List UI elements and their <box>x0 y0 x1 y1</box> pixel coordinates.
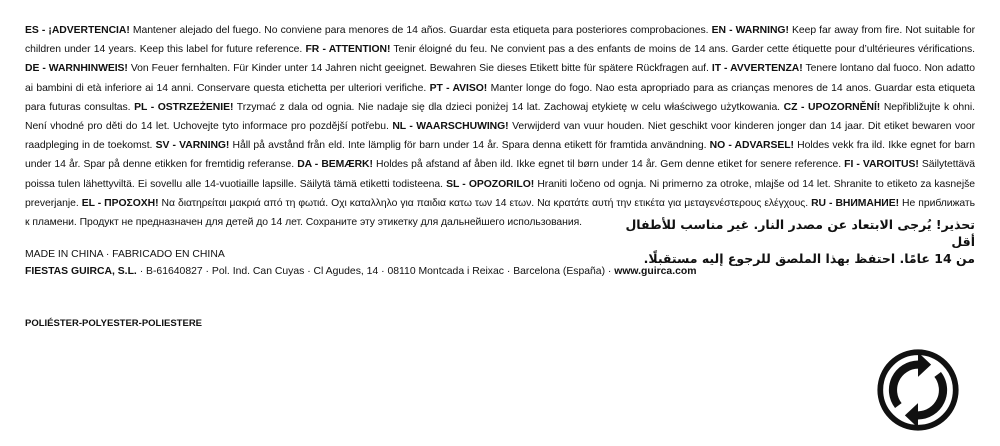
company-address: · B-61640827 · Pol. Ind. Can Cuyas · Cl Agudes, 14 · 08110 Montcada i Reixac · Barcelona (España) · <box>136 266 615 277</box>
warning-heading: ATTENTION! <box>328 44 391 56</box>
warning-pl: PL - OSTRZEŻENIE! Trzymać z dala od ognia. Nie nadaje się dla dzieci poniżej 14 lat. Zachowaj etykietę w celu właściwego użytkowania. <box>134 101 784 113</box>
warning-sv: SV - VARNING! Håll på avstånd från eld. Inte lämplig för barn under 14 år. Spara denna etikett för framtida användning. <box>155 140 710 152</box>
warning-fi: FI - VAROITUS! Säilytettävä poissa tulen lähettyviltä. Ei sovellu alle 14-vuotiaille lapsille. Säilytä tämä etiketti todisteena. <box>25 159 976 190</box>
warning-body: Tenere lontano dal fuoco. Non adatto ai bambini di età inferiore ai 14 anni. Conservare questa etichetta per ulteriori verifiche. <box>25 63 975 94</box>
warning-heading: OPOZORILO! <box>468 178 535 190</box>
warning-body: Να διατηρείται μακριά από τη φωτιά. Οχι καταλληλο για παιδια κατω των 14 ετων. Να κρατάτε αυτή την ετικέτα για μεταγενέστερους ελέγχους. <box>158 197 812 209</box>
arabic-warning <box>610 216 975 267</box>
warning-heading: WAARSCHUWING! <box>416 121 509 133</box>
company-info <box>25 266 696 277</box>
warning-body: Не приближать к пламени. Продукт не предназначен для детей до 14 лет. Сохраните эту этикетку для дальнейшего использования. <box>25 197 975 229</box>
warning-body: Mantener alejado del fuego. No conviene para menores de 14 años. Guardar esta etiqueta para posteriores comprobaciones. <box>129 25 712 36</box>
warning-body: Verwijderd van vuur houden. Niet geschikt voor kinderen jonger dan 14 jaar. Dit etiket bewaren voor raadpleging in de toekomst. <box>25 121 975 152</box>
warning-body: Hraniti ločeno od ognja. Ni primerno za otroke, mlajše od 14 let. Shranite to etiketo za kasnejše preverjanje. <box>25 178 975 209</box>
warning-nl: NL - WAARSCHUWING! Verwijderd van vuur houden. Niet geschikt voor kinderen jonger dan 14 jaar. Dit etiket bewaren voor raadpleging in de toekomst. <box>25 121 975 152</box>
warning-body: Holdes på afstand af åben ild. Ikke egnet til børn under 14 år. Gem denne etiket for senere reference. <box>372 159 845 171</box>
warning-body: Nepřibližujte k ohni. Není vhodné pro děti do 14 let. Uchovejte tyto informace pro pozdější potřebu. <box>25 101 975 133</box>
warning-body: Von Feuer fernhalten. Für Kinder unter 14 Jahren nicht geeignet. Bewahren Sie dieses Etikett bitte für spätere Rückfragen auf. <box>127 63 712 75</box>
warning-da: DA - BEMÆRK! Holdes på afstand af åben ild. Ikke egnet til børn under 14 år. Gem denne etiket for senere reference. <box>297 159 845 171</box>
warning-heading: ВНИМАНИЕ! <box>835 197 900 209</box>
material-label: POLIÉSTER-POLYESTER-POLIESTERE <box>25 318 203 329</box>
warning-es: ES - ¡ADVERTENCIA! Mantener alejado del fuego. No conviene para menores de 14 años. Guardar esta etiqueta para posteriores comprobaciones. <box>25 25 712 36</box>
warning-body: Holdes vekk fra ild. Ikke egnet for barn under 14 år. Spar på denne etikken for fremtidig referanse. <box>25 140 975 171</box>
made-in-label: MADE IN CHINA · FABRICADO EN CHINA <box>25 249 225 260</box>
warning-heading: BEMÆRK! <box>321 159 373 171</box>
warning-body: Tenir éloigné du feu. Ne convient pas a des enfants de moins de 14 ans. Garder cette étiquette pour d’ultérieures vérifications. <box>390 44 976 56</box>
warning-pt: PT - AVISO! Manter longe do fogo. Nao esta apropriado para as crianças menores de 14 anos. Guardar esta etiqueta para futuras consultas. <box>25 82 976 113</box>
warning-heading: WARNING! <box>735 25 789 36</box>
warning-heading: ΠΡΟΣΟΧΗ! <box>104 197 159 209</box>
warning-body: Säilytettävä poissa tulen lähettyviltä. Ei sovellu alle 14-vuotiaille lapsille. Säilytä tämä etiketti todisteena. <box>25 159 976 190</box>
warning-heading: OSTRZEŻENIE! <box>157 101 234 113</box>
green-dot-recycling-icon <box>877 349 959 431</box>
warning-no: NO - ADVARSEL! Holdes vekk fra ild. Ikke egnet for barn under 14 år. Spar på denne etikken for fremtidig referanse. <box>25 140 975 171</box>
warning-body: Manter longe do fogo. Nao esta apropriado para as crianças menores de 14 anos. Guardar esta etiqueta para futuras consultas. <box>25 82 976 113</box>
warning-sl: SL - OPOZORILO! Hraniti ločeno od ognja. Ni primerno za otroke, mlajše od 14 let. Shranite to etiketo za kasnejše preverjanje. <box>25 178 975 209</box>
company-website: www.guirca.com <box>614 266 697 277</box>
warning-fr: FR - ATTENTION! Tenir éloigné du feu. Ne convient pas a des enfants de moins de 14 ans. Garder cette étiquette pour d’ultérieures vérifications. <box>305 44 976 56</box>
warning-heading: ¡ADVERTENCIA! <box>48 25 130 36</box>
warning-heading: AVISO! <box>452 82 488 94</box>
warning-cz: CZ - UPOZORNĚNÍ! Nepřibližujte k ohni. Není vhodné pro děti do 14 let. Uchovejte tyto informace pro pozdější potřebu. <box>25 101 975 133</box>
warning-ru: RU - ВНИМАНИЕ! Не приближать к пламени. Продукт не предназначен для детей до 14 лет. Сохраните эту этикетку для дальнейшего использования. <box>25 197 975 229</box>
warning-de: DE - WARNHINWEIS! Von Feuer fernhalten. Für Kinder unter 14 Jahren nicht geeignet. Bewahren Sie dieses Etikett bitte für spätere Rückfragen auf. <box>25 63 712 75</box>
warning-heading: VARNING! <box>179 140 230 152</box>
warning-heading: AVVERTENZA! <box>730 63 803 75</box>
warning-heading: WARNHINWEIS! <box>48 63 128 75</box>
warning-heading: ADVARSEL! <box>734 140 794 152</box>
arabic-warning-line: من 14 عامًا. احتفظ بهذا الملصق للرجوع إليه مستقبلًا. <box>643 251 975 266</box>
warning-body: Trzymać z dala od ognia. Nie nadaje się dla dzieci poniżej 14 lat. Zachowaj etykietę w celu właściwego użytkowania. <box>233 101 784 113</box>
warning-en: EN - WARNING! Keep far away from fire. Not suitable for children under 14 years. Keep this label for future reference. <box>25 25 975 56</box>
company-name: FIESTAS GUIRCA, S.L. <box>25 266 137 277</box>
arabic-warning-line: تحذير! يُرجى الابتعاد عن مصدر النار. غير مناسب للأطفال أقل <box>625 217 975 249</box>
warning-el: EL - ΠΡΟΣΟΧΗ! Να διατηρείται μακριά από τη φωτιά. Οχι καταλληλο για παιδια κατω των 14 ετων. Να κρατάτε αυτή την ετικέτα για μεταγενέστερους ελέγχους. <box>81 197 812 209</box>
warning-heading: UPOZORNĚNÍ! <box>808 101 881 113</box>
warning-body: Håll på avstånd från eld. Inte lämplig för barn under 14 år. Spara denna etikett för framtida användning. <box>229 140 710 152</box>
warning-body: Keep far away from fire. Not suitable for children under 14 years. Keep this label for future reference. <box>25 25 975 56</box>
warning-heading: VAROITUS! <box>862 159 919 171</box>
warning-it: IT - AVVERTENZA! Tenere lontano dal fuoco. Non adatto ai bambini di età inferiore ai 14 anni. Conservare questa etichetta per ulteriori verifiche. <box>25 63 975 94</box>
multilingual-warning-text <box>25 21 975 232</box>
